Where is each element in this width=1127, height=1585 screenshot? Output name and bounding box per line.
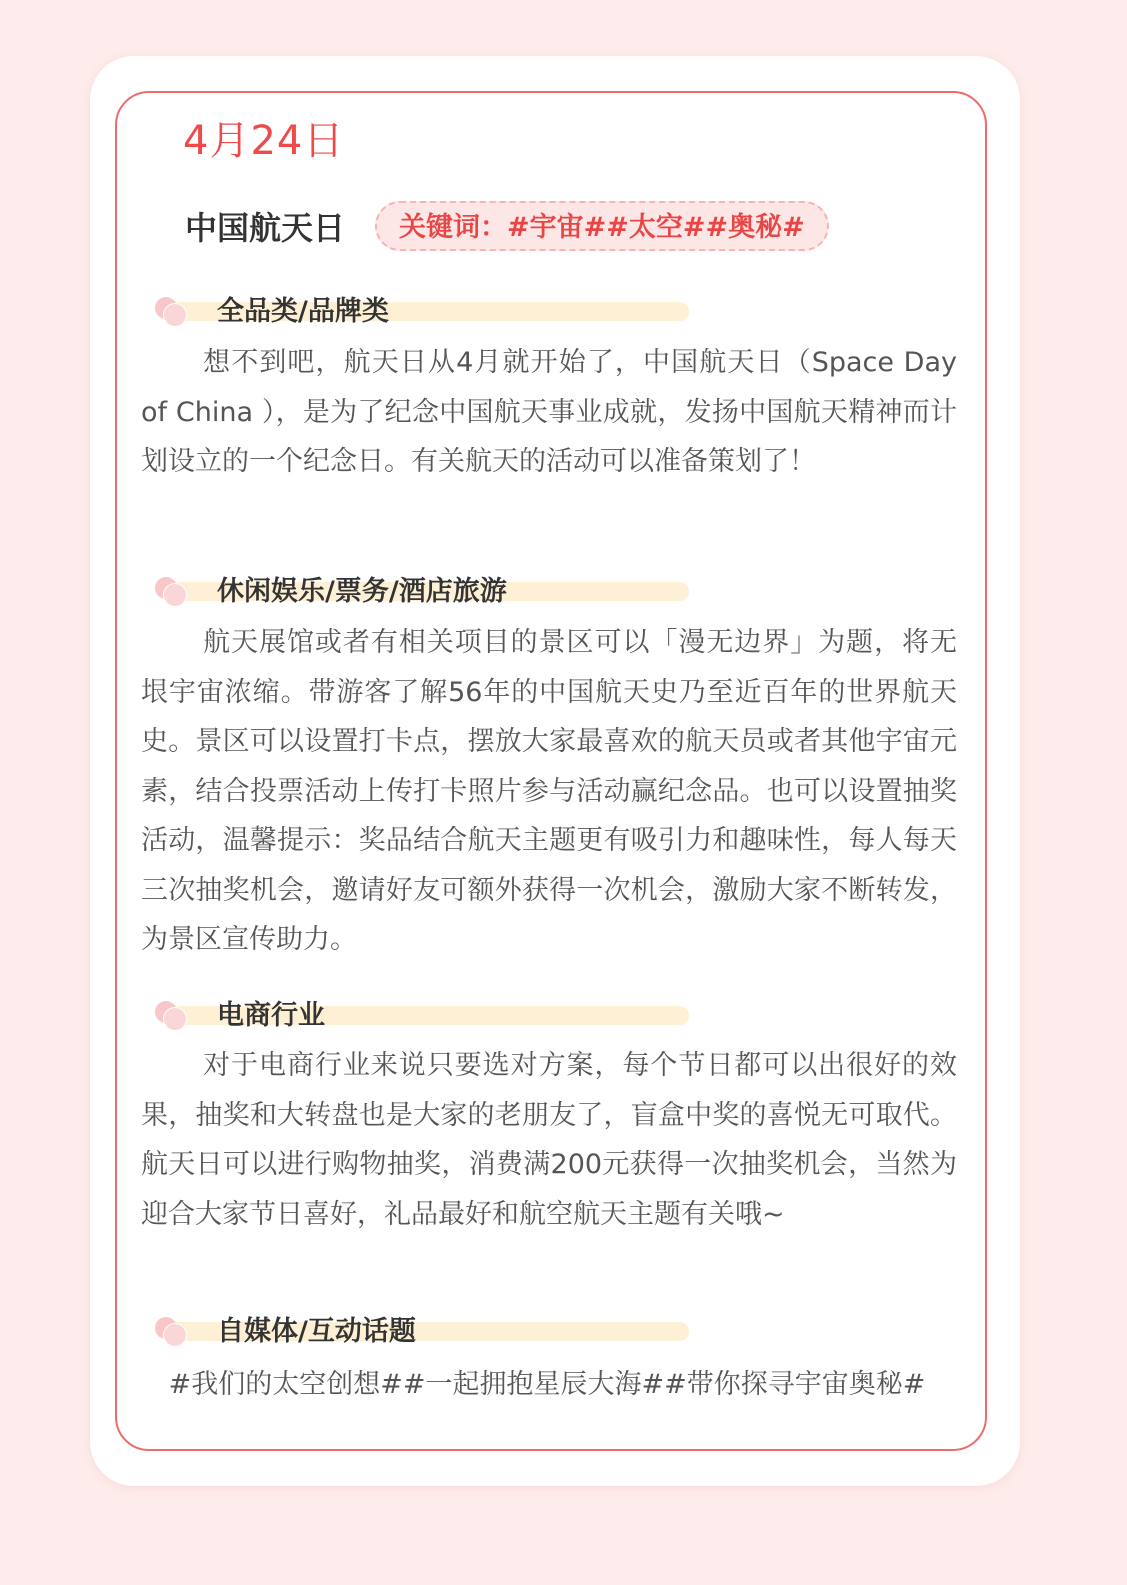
section-header-media (155, 1309, 695, 1355)
section-header-brand (155, 289, 695, 335)
section-body-leisure: 航天展馆或者有相关项目的景区可以「漫无边界」为题，将无垠宇宙浓缩。带游客了解56年的中国航天史乃至近百年的世界航天史。景区可以设置打卡点，摆放大家最喜欢的航天员或者其他宇宙元素，结合投票活动上传打卡照片参与活动赢纪念品。也可以设置抽奖活动，温馨提示：奖品结合航天主题更有吸引力和趣味性，每人每天三次抽奖机会，邀请好友可额外获得一次机会，激励大家不断转发，为景区宣传助力。 (141, 627, 957, 955)
keywords-badge: 关键词：#宇宙##太空##奥秘# (375, 201, 829, 251)
section-title: 自媒体/互动话题 (217, 1316, 416, 1347)
section-title: 全品类/品牌类 (217, 296, 389, 327)
dot-bullet-icon (155, 1315, 187, 1347)
section-body-ecommerce: 对于电商行业来说只要选对方案，每个节日都可以出很好的效果，抽奖和大转盘也是大家的老朋友了，盲盒中奖的喜悦无可取代。航天日可以进行购物抽奖，消费满200元获得一次抽奖机会，当然为迎合大家节日喜好，礼品最好和航空航天主题有关哦~ (141, 1050, 957, 1230)
section-title: 电商行业 (217, 1000, 325, 1031)
card (90, 56, 1020, 1486)
section-title: 休闲娱乐/票务/酒店旅游 (217, 576, 507, 607)
festival-name: 中国航天日 (185, 209, 346, 247)
dot-bullet-icon (155, 575, 187, 607)
section-body-brand: 想不到吧，航天日从4月就开始了，中国航天日（Space Day of China ），是为了纪念中国航天事业成就，发扬中国航天精神而计划设立的一个纪念日。有关航天的活动可以准备策划了！ (141, 347, 957, 477)
topic-hashtags: #我们的太空创想##一起拥抱星辰大海##带你探寻宇宙奥秘# (168, 1369, 926, 1400)
card-inner-border (115, 91, 987, 1451)
dot-bullet-icon (155, 295, 187, 327)
section-header-ecommerce (155, 993, 695, 1039)
section-header-leisure (155, 569, 695, 615)
date-title: 4月24日 (183, 118, 345, 164)
dot-bullet-icon (155, 999, 187, 1031)
